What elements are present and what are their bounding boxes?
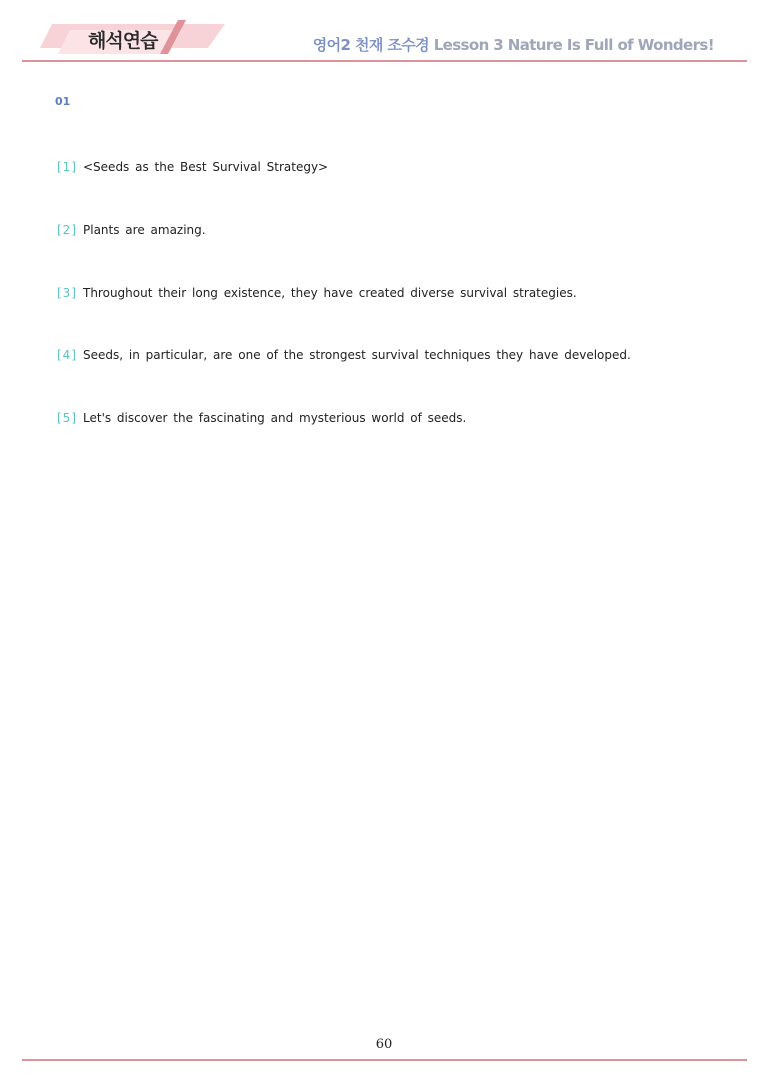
sentence-marker: [5] (57, 411, 77, 425)
sentence-2 (57, 223, 206, 237)
sentence-5 (57, 411, 466, 425)
header-title-english: Lesson 3 Nature Is Full of Wonders! (433, 36, 714, 54)
header-divider (22, 60, 747, 62)
sentence-1 (57, 160, 328, 174)
sentence-marker: [1] (57, 160, 77, 174)
sentence-text: Let's discover the fascinating and mysterious world of seeds. (83, 411, 467, 425)
sentence-marker: [2] (57, 223, 77, 237)
sentence-text: Plants are amazing. (83, 223, 206, 237)
footer-divider (22, 1059, 747, 1061)
header-tab (40, 20, 225, 56)
sentence-text: Seeds, in particular, are one of the strongest survival techniques they have developed. (83, 348, 631, 362)
sentence-3 (57, 286, 577, 300)
header-tab-label: 해석연습 (88, 30, 158, 52)
page-number: 60 (375, 1037, 393, 1052)
sentence-4 (57, 348, 631, 362)
header-title (313, 34, 714, 55)
sentence-marker: [4] (57, 348, 77, 362)
section-number: 01 (55, 95, 71, 108)
header-title-korean: 영어2 천재 조수경 (312, 36, 430, 54)
sentence-marker: [3] (57, 286, 77, 300)
sentence-text: Throughout their long existence, they have created diverse survival strategies. (83, 286, 577, 300)
sentence-text: <Seeds as the Best Survival Strategy> (83, 160, 329, 174)
